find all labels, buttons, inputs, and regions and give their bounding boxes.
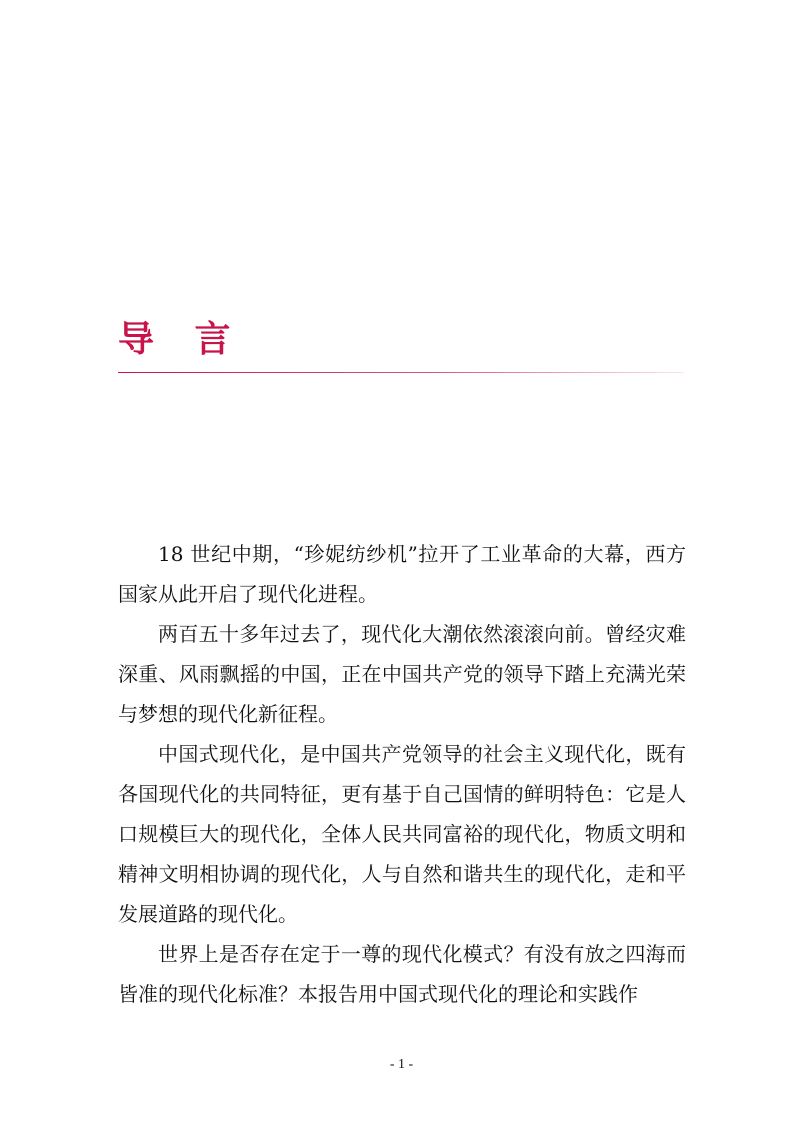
paragraph-1: 18 世纪中期，“珍妮纺纱机”拉开了工业革命的大幕，西方国家从此开启了现代化进程。	[118, 542, 686, 606]
paragraph-4: 世界上是否存在定于一尊的现代化模式？有没有放之四海而皆准的现代化标准？本报告用中国式现代化的理论和实践作	[118, 942, 686, 1006]
paragraph-3: 中国式现代化，是中国共产党领导的社会主义现代化，既有各国现代化的共同特征，更有基于自己国情的鲜明特色：它是人口规模巨大的现代化，全体人民共同富裕的现代化，物质文明和精神文明相协调的现代化，人与自然和谐共生的现代化，走和平发展道路的现代化。	[118, 742, 686, 926]
body-text	[118, 534, 686, 1014]
title-underline	[118, 372, 684, 373]
paragraph-2: 两百五十多年过去了，现代化大潮依然滚滚向前。曾经灾难深重、风雨飘摇的中国，正在中国共产党的领导下踏上充满光荣与梦想的现代化新征程。	[118, 622, 686, 726]
page-number: - 1 -	[389, 1057, 414, 1072]
chapter-title: 导 言	[118, 318, 245, 360]
